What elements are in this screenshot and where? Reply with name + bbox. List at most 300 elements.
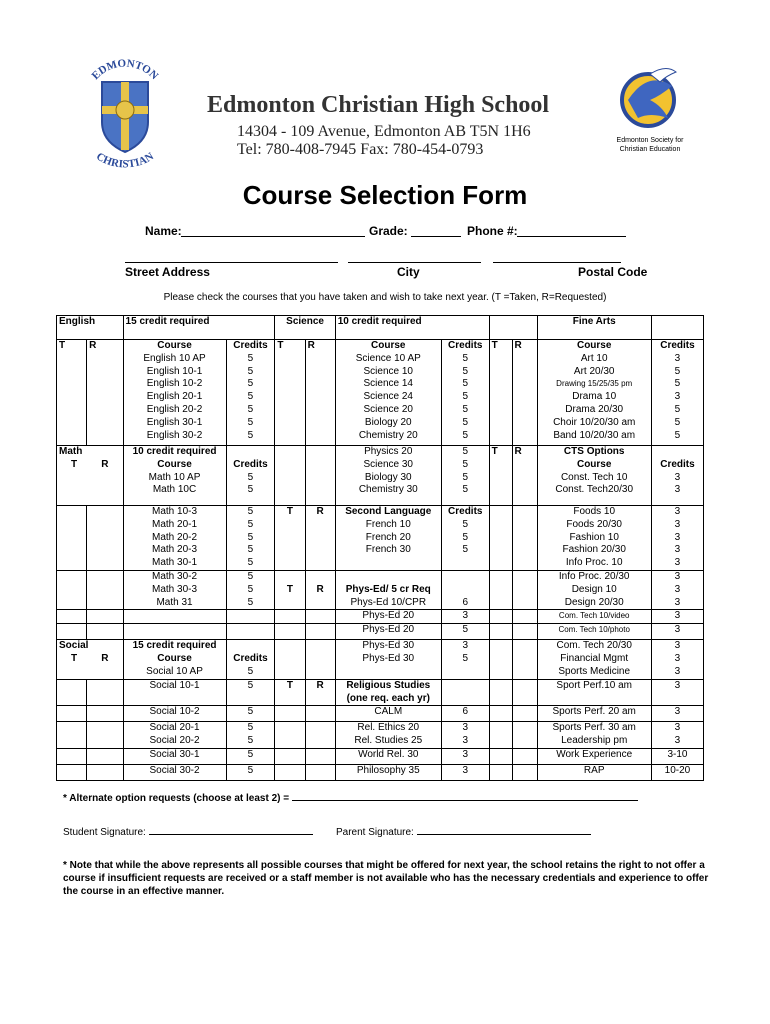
- credit-value: 3: [441, 764, 489, 780]
- list-item: Physics 20: [364, 446, 413, 457]
- empty-cell[interactable]: [305, 706, 335, 722]
- instructions-text: Please check the courses that you have taken and wish to take next year. (T =Taken, R=Requested): [163, 292, 607, 303]
- school-crest-logo: [80, 56, 170, 174]
- credit-value: 5: [674, 429, 681, 441]
- grade-field[interactable]: [411, 236, 461, 237]
- empty-cell[interactable]: [275, 722, 305, 749]
- science-course-list-b: [335, 446, 441, 506]
- science-requested-checkbox[interactable]: R: [305, 340, 335, 446]
- empty-cell[interactable]: [512, 764, 537, 780]
- english-requirement: 15 credit required: [123, 316, 275, 340]
- list-item: Social 20-2: [149, 735, 200, 747]
- city-label: City: [397, 265, 420, 279]
- credit-value: 3: [674, 735, 681, 747]
- science-b-taken-cell[interactable]: [275, 446, 305, 506]
- street-address-field[interactable]: [125, 262, 338, 263]
- empty-cell[interactable]: [489, 624, 512, 640]
- empty-cell[interactable]: [275, 640, 305, 679]
- credit-value: 5: [674, 378, 681, 390]
- list-item: Rel. Ethics 20: [357, 722, 420, 734]
- fine-arts-course-list: [537, 340, 651, 446]
- social-taken-checkbox[interactable]: T: [71, 653, 78, 665]
- credit-value: 5: [462, 458, 469, 470]
- empty-cell[interactable]: [512, 722, 537, 749]
- empty-cell[interactable]: [275, 624, 305, 640]
- empty-cell: [226, 610, 275, 624]
- credit-value: 5: [247, 583, 254, 595]
- school-name: Edmonton Christian High School: [207, 92, 550, 118]
- credit-value: 3: [674, 596, 681, 608]
- list-item: Math 10 AP: [148, 471, 201, 483]
- credit-value: 3: [674, 352, 681, 364]
- credit-value: 5: [247, 722, 254, 734]
- empty-cell[interactable]: [489, 706, 512, 722]
- phys-ed-requested-checkbox[interactable]: [305, 570, 335, 609]
- math-end-taken-cell[interactable]: [57, 570, 87, 609]
- credit-value: 6: [462, 596, 469, 608]
- empty-cell[interactable]: [489, 748, 512, 764]
- social-requested-checkbox[interactable]: R: [101, 653, 109, 665]
- credit-value: 3: [674, 544, 681, 556]
- credit-value: 5: [674, 416, 681, 428]
- credit-value: 5: [462, 429, 469, 441]
- credit-value: 5: [247, 471, 254, 483]
- math-taken-spacer[interactable]: [57, 506, 87, 571]
- math-requirement: 10 credit required: [132, 446, 217, 457]
- empty-cell[interactable]: [489, 679, 512, 706]
- empty-cell[interactable]: [512, 610, 537, 624]
- cts-row-sport-perf-10: Sport Perf.10 am: [537, 679, 651, 706]
- social-credits-list-b: [226, 722, 275, 749]
- fine-arts-taken-checkbox[interactable]: T: [489, 340, 512, 446]
- social-row: Social 10-2: [123, 706, 226, 722]
- empty-cell[interactable]: [305, 624, 335, 640]
- social-row: Social 30-1: [123, 748, 226, 764]
- empty-cell[interactable]: [57, 610, 87, 624]
- credit-value: 5: [247, 570, 254, 582]
- credit-value: 3: [674, 391, 681, 403]
- name-label: Name:: [145, 224, 182, 238]
- street-address-label: Street Address: [125, 265, 210, 279]
- credit-value: 5: [226, 748, 275, 764]
- credit-value: 5: [462, 471, 469, 483]
- english-credits-header: Credits: [233, 340, 268, 351]
- fine-arts-course-header: Course: [576, 340, 612, 351]
- religious-taken-checkbox[interactable]: T: [275, 679, 305, 706]
- empty-cell[interactable]: [512, 640, 537, 679]
- empty-cell: [226, 624, 275, 640]
- alternate-options-field[interactable]: [292, 790, 638, 801]
- parent-signature-label: Parent Signature:: [336, 827, 414, 838]
- svg-text:EDMONTON: EDMONTON: [89, 57, 161, 83]
- list-item: English 20-2: [146, 403, 203, 415]
- cts-c-taken-cell[interactable]: [489, 570, 512, 609]
- credit-value: 5: [462, 484, 469, 496]
- student-signature-field[interactable]: [149, 824, 313, 835]
- science-credits-header: Credits: [448, 340, 483, 351]
- cts-taken-checkbox[interactable]: T: [489, 446, 512, 506]
- empty-cell[interactable]: [87, 764, 123, 780]
- parent-signature-row: [336, 824, 591, 838]
- religious-credits-list-b: [441, 722, 489, 749]
- empty-cell[interactable]: [305, 610, 335, 624]
- math-course-list-c: [123, 570, 226, 609]
- empty-cell[interactable]: [87, 679, 123, 706]
- phys-ed-credits-list: [441, 570, 489, 609]
- empty-cell[interactable]: [305, 722, 335, 749]
- fine-arts-credits-list: [651, 340, 703, 446]
- cts-credits-list-a: [651, 446, 703, 506]
- religious-row: Philosophy 35: [335, 764, 441, 780]
- empty-cell[interactable]: [489, 610, 512, 624]
- society-name-line1: Edmonton Society for: [616, 137, 684, 144]
- empty-cell[interactable]: [512, 706, 537, 722]
- language-taken-checkbox[interactable]: T: [275, 506, 305, 571]
- credit-value: 10-20: [651, 764, 703, 780]
- list-item: Math 30-3: [152, 583, 198, 595]
- credit-value: 3: [462, 722, 469, 734]
- credit-value: 5: [247, 378, 254, 390]
- phone-field[interactable]: [517, 236, 626, 237]
- empty-cell[interactable]: [512, 624, 537, 640]
- empty-cell[interactable]: [57, 679, 87, 706]
- language-course-list: [335, 506, 441, 571]
- credit-value: 3: [674, 722, 681, 734]
- social-requirement: 15 credit required: [132, 640, 217, 652]
- list-item: Com. Tech 20/30: [556, 640, 632, 652]
- fine-arts-section-title: Fine Arts: [537, 316, 651, 340]
- phys-ed-course-list-b: [335, 640, 441, 679]
- credit-value: 3: [674, 506, 681, 517]
- list-item: Const. Tech20/30: [555, 484, 634, 496]
- credit-value: 3: [674, 471, 681, 483]
- society-logo: [610, 60, 690, 160]
- credit-value: 3: [651, 624, 703, 640]
- credit-value: 5: [226, 679, 275, 706]
- math-requested-checkbox[interactable]: R: [101, 458, 109, 470]
- empty-cell[interactable]: [275, 764, 305, 780]
- credit-value: 3-10: [651, 748, 703, 764]
- empty-cell[interactable]: [275, 706, 305, 722]
- credit-value: 3: [462, 735, 469, 747]
- social-course-list-b: [123, 722, 226, 749]
- math-credits-list-c: [226, 570, 275, 609]
- list-item: Sports Perf. 30 am: [552, 722, 636, 734]
- empty-cell[interactable]: [57, 722, 87, 749]
- credit-value: 5: [462, 352, 469, 364]
- list-item: Fashion 20/30: [562, 544, 626, 556]
- list-item: Phys-Ed 30: [362, 653, 415, 665]
- name-field[interactable]: [181, 236, 365, 237]
- list-item: Phys-Ed 10/CPR: [350, 596, 427, 608]
- list-item: Math 31: [156, 596, 193, 608]
- credit-value: 5: [462, 416, 469, 428]
- credit-value: 3: [441, 748, 489, 764]
- list-item: Math 10-3: [152, 506, 198, 517]
- list-item: Science 20: [363, 403, 413, 415]
- empty-cell: [441, 679, 489, 706]
- cts-course-list-d: [537, 640, 651, 679]
- credit-value: 5: [462, 391, 469, 403]
- disclaimer-note: * Note that while the above represents all possible courses that might be offered for next year, the school retains the right to not offer a course if insufficient requests are received or a staff member is not available who has the necessary credentials and experience to offer the course in an effective manner.: [63, 860, 709, 897]
- empty-cell[interactable]: [87, 748, 123, 764]
- empty-cell[interactable]: [57, 624, 87, 640]
- religious-row: CALM: [335, 706, 441, 722]
- list-item: Fashion 10: [569, 531, 619, 543]
- religious-requested-checkbox[interactable]: R: [305, 679, 335, 706]
- credit-value: 3: [651, 610, 703, 624]
- empty-cell[interactable]: [305, 640, 335, 679]
- credit-value: 5: [462, 365, 469, 377]
- credit-value: 5: [226, 706, 275, 722]
- school-phone-fax: Tel: 780-408-7945 Fax: 780-454-0793: [237, 141, 484, 158]
- credit-value: 5: [247, 365, 254, 377]
- phys-ed-taken-checkbox[interactable]: [275, 570, 305, 609]
- religious-subtitle: (one req. each yr): [346, 692, 430, 704]
- math-header-cell: [57, 446, 124, 506]
- course-selection-table: [56, 315, 704, 781]
- list-item: Math 20-1: [152, 518, 198, 530]
- list-item: Math 30-2: [152, 570, 198, 582]
- list-item: Math 10C: [152, 484, 197, 496]
- language-requested-checkbox[interactable]: R: [305, 506, 335, 571]
- credit-value: 5: [247, 531, 254, 543]
- empty-cell[interactable]: [87, 706, 123, 722]
- school-address: 14304 - 109 Avenue, Edmonton AB T5N 1H6: [237, 123, 531, 140]
- list-item: English 20-1: [146, 391, 203, 403]
- phys-ed-credits-list-b: [441, 640, 489, 679]
- social-section-title: Social: [59, 640, 89, 652]
- empty-cell[interactable]: [57, 748, 87, 764]
- list-item: Science 30: [363, 458, 413, 470]
- list-item: Band 10/20/30 am: [553, 429, 636, 441]
- credit-value: 5: [462, 653, 469, 665]
- cts-course-header: Course: [576, 458, 612, 470]
- cts-c-requested-cell[interactable]: [512, 570, 537, 609]
- empty-cell[interactable]: [305, 764, 335, 780]
- list-item: Science 24: [363, 391, 413, 403]
- credit-value: 5: [247, 557, 254, 569]
- list-item: Math 20-3: [152, 544, 198, 556]
- credit-value: 5: [462, 531, 469, 543]
- credit-value: 3: [674, 531, 681, 543]
- credit-value: 5: [462, 544, 469, 556]
- credit-value: 5: [247, 403, 254, 415]
- list-item: Design 10: [571, 583, 617, 595]
- credit-value: 5: [247, 506, 254, 517]
- list-item: Science 10: [363, 365, 413, 377]
- language-credits-header: Credits: [448, 506, 483, 517]
- credit-value: 3: [441, 610, 489, 624]
- list-item: Foods 10: [573, 506, 616, 517]
- cts-credits-list-c: [651, 570, 703, 609]
- fine-arts-title-spacer: [489, 316, 537, 340]
- math-credits-list-b: [226, 506, 275, 571]
- fine-arts-credits-header: Credits: [660, 340, 695, 351]
- cts-credits-list-b: [651, 506, 703, 571]
- science-b-requested-cell[interactable]: [305, 446, 335, 506]
- list-item: Drawing 15/25/35 pm: [556, 379, 633, 389]
- parent-signature-field[interactable]: [417, 824, 591, 835]
- empty-cell[interactable]: [275, 610, 305, 624]
- credit-value: 3: [674, 557, 681, 569]
- city-field[interactable]: [348, 262, 481, 263]
- credit-value: 3: [651, 706, 703, 722]
- social-row: Social 30-2: [123, 764, 226, 780]
- math-requested-spacer[interactable]: [87, 506, 123, 571]
- credit-value: 5: [247, 665, 254, 677]
- list-item: Phys-Ed 30: [362, 640, 415, 652]
- list-item: English 30-2: [146, 429, 203, 441]
- credit-value: 5: [247, 416, 254, 428]
- science-course-list-a: [335, 340, 441, 446]
- cts-credits-list-d: [651, 640, 703, 679]
- phys-ed-row-2: Phys-Ed 20: [335, 610, 441, 624]
- credit-value: 3: [651, 679, 703, 706]
- empty-cell[interactable]: [489, 764, 512, 780]
- religious-course-list-b: [335, 722, 441, 749]
- credit-value: 5: [247, 484, 254, 496]
- cts-row: Sports Perf. 20 am: [537, 706, 651, 722]
- empty-cell[interactable]: [57, 764, 87, 780]
- credit-value: 5: [674, 365, 681, 377]
- social-credits-header: Credits: [233, 653, 268, 665]
- math-course-list-b: [123, 506, 226, 571]
- list-item: Social 20-1: [149, 722, 200, 734]
- cts-course-list-b: [537, 506, 651, 571]
- language-section-title: Second Language: [345, 506, 432, 517]
- math-taken-checkbox[interactable]: T: [71, 458, 78, 470]
- credit-value: 6: [441, 706, 489, 722]
- fine-arts-requested-checkbox[interactable]: R: [512, 340, 537, 446]
- list-item: Science 10 AP: [355, 352, 421, 364]
- empty-cell[interactable]: [489, 722, 512, 749]
- cts-row-com-tech-photo: Com. Tech 10/photo: [537, 624, 651, 640]
- phys-ed-requested-label: R: [316, 583, 324, 595]
- cts-row: RAP: [537, 764, 651, 780]
- credit-value: 3: [674, 570, 681, 582]
- credit-value: 5: [674, 403, 681, 415]
- cts-requested-checkbox[interactable]: R: [512, 446, 537, 506]
- english-requested-checkbox[interactable]: R: [87, 340, 123, 446]
- credit-value: 5: [247, 735, 254, 747]
- list-item: Art 20/30: [573, 365, 615, 377]
- phys-ed-course-list: [335, 570, 441, 609]
- list-item: Math 20-2: [152, 531, 198, 543]
- cts-course-list-c: [537, 570, 651, 609]
- credit-value: 3: [674, 484, 681, 496]
- science-course-header: Course: [371, 340, 406, 351]
- credit-value: 5: [247, 518, 254, 530]
- alternate-options-row: [63, 790, 638, 804]
- list-item: Chemistry 20: [358, 429, 418, 441]
- english-course-list: [123, 340, 226, 446]
- list-item: Design 20/30: [564, 596, 624, 608]
- empty-cell[interactable]: [87, 722, 123, 749]
- postal-code-field[interactable]: [493, 262, 621, 263]
- credit-value: 5: [247, 391, 254, 403]
- list-item: Science 14: [363, 378, 413, 390]
- cts-b-requested-cell[interactable]: [512, 506, 537, 571]
- student-signature-label: Student Signature:: [63, 827, 146, 838]
- credit-value: 3: [674, 583, 681, 595]
- empty-cell[interactable]: [489, 640, 512, 679]
- science-requirement: 10 credit required: [335, 316, 489, 340]
- cts-credits-list-e: [651, 722, 703, 749]
- phys-ed-row-3: Phys-Ed 20: [335, 624, 441, 640]
- cts-section-title: CTS Options: [563, 446, 625, 457]
- list-item: French 30: [365, 544, 411, 556]
- english-taken-checkbox[interactable]: T: [57, 340, 87, 446]
- religious-row: World Rel. 30: [335, 748, 441, 764]
- list-item: Sports Medicine: [558, 665, 631, 677]
- social-row-10-1: Social 10-1: [123, 679, 226, 706]
- empty-cell[interactable]: [512, 679, 537, 706]
- cts-row: Work Experience: [537, 748, 651, 764]
- social-course-list-a: [123, 640, 226, 679]
- fine-arts-title-credits-spacer: [651, 316, 703, 340]
- list-item: Const. Tech 10: [560, 471, 628, 483]
- credit-value: 3: [462, 640, 469, 652]
- empty-cell[interactable]: [57, 706, 87, 722]
- list-item: Choir 10/20/30 am: [553, 416, 636, 428]
- list-item: Drama 20/30: [565, 403, 624, 415]
- list-item: Biology 20: [364, 416, 412, 428]
- empty-cell[interactable]: [512, 748, 537, 764]
- empty-cell[interactable]: [87, 610, 123, 624]
- credit-value: 3: [674, 518, 681, 530]
- cts-row-com-tech-video: Com. Tech 10/video: [537, 610, 651, 624]
- social-course-header: Course: [157, 653, 192, 665]
- cts-course-list-a: [537, 446, 651, 506]
- credit-value: 3: [674, 640, 681, 652]
- science-section-title: Science: [275, 316, 335, 340]
- credit-value: 5: [462, 378, 469, 390]
- credit-value: 3: [674, 653, 681, 665]
- religious-title-cell: [335, 679, 441, 706]
- credit-value: 3: [674, 665, 681, 677]
- form-title: Course Selection Form: [242, 180, 528, 210]
- math-section-title: Math: [59, 446, 83, 457]
- list-item: English 30-1: [146, 416, 203, 428]
- credit-value: 5: [247, 352, 254, 364]
- empty-cell[interactable]: [87, 624, 123, 640]
- empty-cell[interactable]: [275, 748, 305, 764]
- list-item: Rel. Studies 25: [354, 735, 423, 747]
- list-item: Math 30-1: [152, 557, 198, 569]
- credit-value: 5: [462, 446, 469, 457]
- science-taken-checkbox[interactable]: T: [275, 340, 305, 446]
- list-item: Social 10 AP: [146, 665, 203, 677]
- list-item: Art 10: [580, 352, 608, 364]
- cts-course-list-e: [537, 722, 651, 749]
- alternate-options-label: * Alternate option requests (choose at least 2) =: [63, 793, 290, 804]
- phys-ed-taken-label: T: [286, 583, 294, 595]
- list-item: Financial Mgmt: [560, 653, 629, 665]
- cts-b-taken-cell[interactable]: [489, 506, 512, 571]
- list-item: French 20: [365, 531, 411, 543]
- phone-label: Phone #:: [467, 224, 518, 238]
- math-end-requested-cell[interactable]: [87, 570, 123, 609]
- empty-cell[interactable]: [305, 748, 335, 764]
- list-item: Leadership pm: [561, 735, 628, 747]
- credit-value: 5: [441, 624, 489, 640]
- list-item: Foods 20/30: [566, 518, 622, 530]
- list-item: French 10: [365, 518, 411, 530]
- credit-value: 5: [462, 403, 469, 415]
- social-header-cell: [57, 640, 124, 679]
- credit-value: 5: [247, 429, 254, 441]
